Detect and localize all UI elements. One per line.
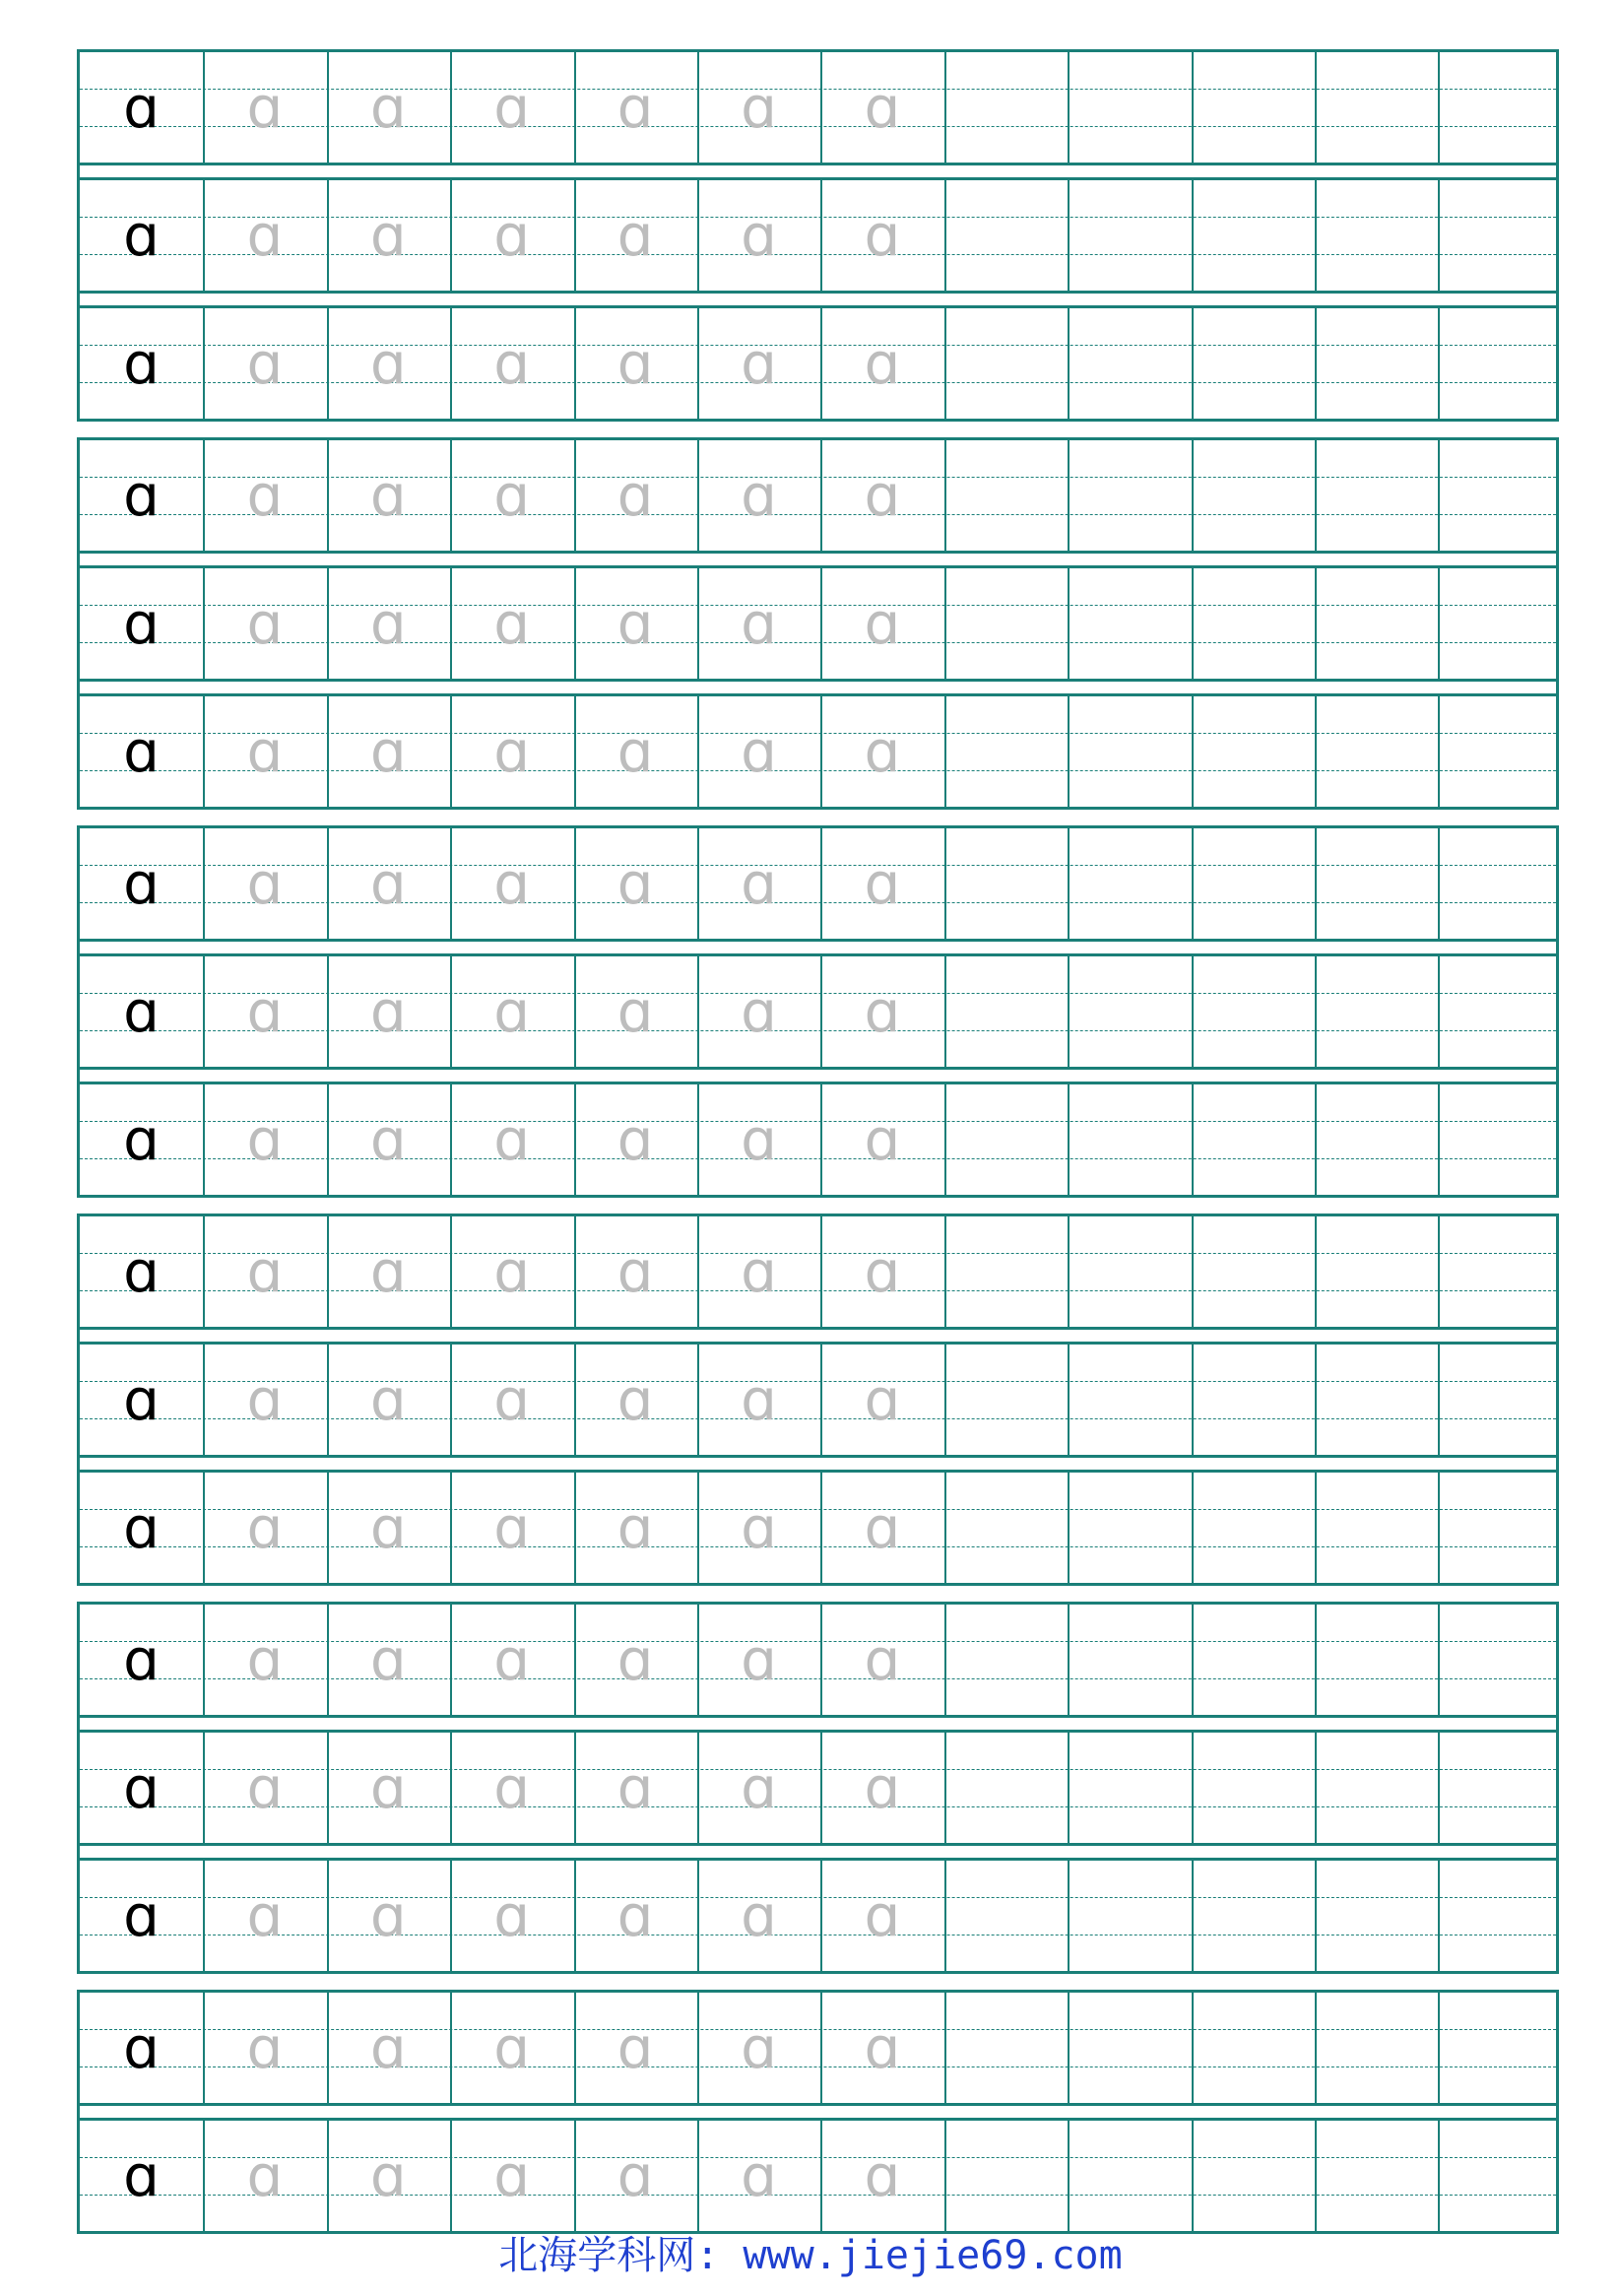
blank-practice-cell[interactable] xyxy=(1438,308,1561,419)
writing-row xyxy=(80,2121,1556,2231)
model-letter: ɑ xyxy=(123,850,160,917)
model-letter: ɑ xyxy=(123,1238,160,1305)
blank-practice-cell[interactable] xyxy=(1315,956,1438,1067)
model-letter: ɑ xyxy=(123,2142,160,2209)
trace-letter: ɑ xyxy=(369,1366,407,1433)
trace-letter: ɑ xyxy=(493,1626,531,1693)
blank-practice-cell[interactable] xyxy=(1068,1216,1191,1327)
trace-letter: ɑ xyxy=(864,1626,901,1693)
trace-letter: ɑ xyxy=(864,1366,901,1433)
blank-practice-cell[interactable] xyxy=(1438,956,1561,1067)
trace-letter: ɑ xyxy=(246,202,284,269)
blank-practice-cell[interactable] xyxy=(944,1345,1068,1455)
blank-practice-cell[interactable] xyxy=(1192,2121,1315,2231)
trace-letter: ɑ xyxy=(493,1754,531,1821)
trace-letter: ɑ xyxy=(369,978,407,1045)
blank-practice-cell[interactable] xyxy=(1192,956,1315,1067)
trace-letter: ɑ xyxy=(493,590,531,657)
trace-letter: ɑ xyxy=(741,978,777,1045)
blank-practice-cell[interactable] xyxy=(1068,1993,1191,2103)
trace-letter: ɑ xyxy=(864,978,901,1045)
model-letter: ɑ xyxy=(123,202,160,269)
blank-practice-cell[interactable] xyxy=(1438,1993,1561,2103)
blank-practice-cell[interactable] xyxy=(1315,1216,1438,1327)
row-separator xyxy=(80,163,1556,180)
writing-row xyxy=(80,308,1556,419)
trace-letter: ɑ xyxy=(616,462,654,529)
trace-letter: ɑ xyxy=(369,202,407,269)
trace-letter: ɑ xyxy=(741,1238,777,1305)
blank-practice-cell[interactable] xyxy=(1438,180,1561,291)
model-letter: ɑ xyxy=(123,462,160,529)
blank-practice-cell[interactable] xyxy=(1315,52,1438,163)
trace-letter: ɑ xyxy=(369,74,407,141)
trace-letter: ɑ xyxy=(741,1106,777,1173)
row-group xyxy=(77,825,1559,1198)
trace-letter: ɑ xyxy=(741,2142,777,2209)
trace-letter: ɑ xyxy=(864,74,901,141)
writing-row xyxy=(80,1605,1556,1715)
trace-letter: ɑ xyxy=(864,462,901,529)
blank-practice-cell[interactable] xyxy=(944,1733,1068,1843)
trace-letter: ɑ xyxy=(741,590,777,657)
row-separator xyxy=(80,2103,1556,2121)
row-separator xyxy=(80,291,1556,308)
trace-letter: ɑ xyxy=(616,850,654,917)
blank-practice-cell[interactable] xyxy=(1192,1993,1315,2103)
trace-letter: ɑ xyxy=(369,850,407,917)
trace-letter: ɑ xyxy=(369,1754,407,1821)
writing-row xyxy=(80,696,1556,807)
trace-letter: ɑ xyxy=(741,1882,777,1949)
blank-practice-cell[interactable] xyxy=(1438,568,1561,679)
trace-letter: ɑ xyxy=(864,1238,901,1305)
trace-letter: ɑ xyxy=(493,462,531,529)
blank-practice-cell[interactable] xyxy=(1315,1345,1438,1455)
trace-letter: ɑ xyxy=(741,2014,777,2081)
blank-practice-cell[interactable] xyxy=(1315,1733,1438,1843)
blank-practice-cell[interactable] xyxy=(1192,828,1315,939)
trace-letter: ɑ xyxy=(493,1106,531,1173)
trace-letter: ɑ xyxy=(616,590,654,657)
trace-letter: ɑ xyxy=(616,1754,654,1821)
trace-letter: ɑ xyxy=(246,590,284,657)
trace-letter: ɑ xyxy=(741,202,777,269)
trace-letter: ɑ xyxy=(246,74,284,141)
blank-practice-cell[interactable] xyxy=(1068,2121,1191,2231)
trace-letter: ɑ xyxy=(493,1238,531,1305)
blank-practice-cell[interactable] xyxy=(1192,568,1315,679)
trace-letter: ɑ xyxy=(369,2014,407,2081)
trace-letter: ɑ xyxy=(616,2142,654,2209)
model-letter: ɑ xyxy=(123,718,160,785)
blank-practice-cell[interactable] xyxy=(1068,1733,1191,1843)
blank-practice-cell[interactable] xyxy=(944,180,1068,291)
row-separator xyxy=(80,1455,1556,1473)
row-separator xyxy=(80,1327,1556,1345)
trace-letter: ɑ xyxy=(616,1494,654,1561)
blank-practice-cell[interactable] xyxy=(1068,696,1191,807)
trace-letter: ɑ xyxy=(616,2014,654,2081)
trace-letter: ɑ xyxy=(864,718,901,785)
trace-letter: ɑ xyxy=(741,1494,777,1561)
row-group xyxy=(77,437,1559,810)
blank-practice-cell[interactable] xyxy=(1192,1084,1315,1195)
blank-practice-cell[interactable] xyxy=(1315,440,1438,551)
writing-row xyxy=(80,956,1556,1067)
blank-practice-cell[interactable] xyxy=(944,1216,1068,1327)
row-separator xyxy=(80,939,1556,956)
trace-letter: ɑ xyxy=(493,1494,531,1561)
row-group xyxy=(77,1214,1559,1586)
trace-letter: ɑ xyxy=(246,2142,284,2209)
blank-practice-cell[interactable] xyxy=(1068,52,1191,163)
blank-practice-cell[interactable] xyxy=(1192,696,1315,807)
trace-letter: ɑ xyxy=(369,1494,407,1561)
trace-letter: ɑ xyxy=(864,1494,901,1561)
trace-letter: ɑ xyxy=(741,1366,777,1433)
blank-practice-cell[interactable] xyxy=(1315,1993,1438,2103)
blank-practice-cell[interactable] xyxy=(1438,2121,1561,2231)
blank-practice-cell[interactable] xyxy=(1315,180,1438,291)
blank-practice-cell[interactable] xyxy=(1438,1216,1561,1327)
trace-letter: ɑ xyxy=(246,462,284,529)
trace-letter: ɑ xyxy=(741,718,777,785)
blank-practice-cell[interactable] xyxy=(1068,568,1191,679)
blank-practice-cell[interactable] xyxy=(1192,1216,1315,1327)
trace-letter: ɑ xyxy=(741,1754,777,1821)
writing-row xyxy=(80,1993,1556,2103)
model-letter: ɑ xyxy=(123,1882,160,1949)
blank-practice-cell[interactable] xyxy=(1192,1605,1315,1715)
writing-row xyxy=(80,1861,1556,1971)
blank-practice-cell[interactable] xyxy=(1068,956,1191,1067)
blank-practice-cell[interactable] xyxy=(1068,1605,1191,1715)
blank-practice-cell[interactable] xyxy=(1438,1473,1561,1583)
blank-practice-cell[interactable] xyxy=(1192,1345,1315,1455)
trace-letter: ɑ xyxy=(864,202,901,269)
blank-practice-cell[interactable] xyxy=(944,1993,1068,2103)
trace-letter: ɑ xyxy=(864,330,901,397)
blank-practice-cell[interactable] xyxy=(1068,1861,1191,1971)
blank-practice-cell[interactable] xyxy=(1068,440,1191,551)
trace-letter: ɑ xyxy=(246,1754,284,1821)
trace-letter: ɑ xyxy=(616,1366,654,1433)
trace-letter: ɑ xyxy=(246,978,284,1045)
blank-practice-cell[interactable] xyxy=(1192,1733,1315,1843)
blank-practice-cell[interactable] xyxy=(1315,308,1438,419)
trace-letter: ɑ xyxy=(616,978,654,1045)
blank-practice-cell[interactable] xyxy=(1315,1605,1438,1715)
blank-practice-cell[interactable] xyxy=(1068,1473,1191,1583)
trace-letter: ɑ xyxy=(741,462,777,529)
trace-letter: ɑ xyxy=(493,978,531,1045)
trace-letter: ɑ xyxy=(616,202,654,269)
trace-letter: ɑ xyxy=(246,850,284,917)
blank-practice-cell[interactable] xyxy=(1192,440,1315,551)
blank-practice-cell[interactable] xyxy=(1192,1861,1315,1971)
trace-letter: ɑ xyxy=(246,1106,284,1173)
model-letter: ɑ xyxy=(123,590,160,657)
trace-letter: ɑ xyxy=(246,330,284,397)
blank-practice-cell[interactable] xyxy=(1438,1861,1561,1971)
trace-letter: ɑ xyxy=(246,718,284,785)
trace-letter: ɑ xyxy=(493,718,531,785)
blank-practice-cell[interactable] xyxy=(1315,696,1438,807)
blank-practice-cell[interactable] xyxy=(944,308,1068,419)
blank-practice-cell[interactable] xyxy=(1438,1084,1561,1195)
model-letter: ɑ xyxy=(123,1106,160,1173)
blank-practice-cell[interactable] xyxy=(1438,696,1561,807)
trace-letter: ɑ xyxy=(369,1626,407,1693)
trace-letter: ɑ xyxy=(246,1882,284,1949)
blank-practice-cell[interactable] xyxy=(1068,308,1191,419)
trace-letter: ɑ xyxy=(246,1366,284,1433)
trace-letter: ɑ xyxy=(864,2142,901,2209)
trace-letter: ɑ xyxy=(616,330,654,397)
trace-letter: ɑ xyxy=(864,850,901,917)
model-letter: ɑ xyxy=(123,978,160,1045)
blank-practice-cell[interactable] xyxy=(1068,828,1191,939)
blank-practice-cell[interactable] xyxy=(1315,568,1438,679)
trace-letter: ɑ xyxy=(493,850,531,917)
blank-practice-cell[interactable] xyxy=(944,1084,1068,1195)
blank-practice-cell[interactable] xyxy=(1438,440,1561,551)
writing-row xyxy=(80,1345,1556,1455)
trace-letter: ɑ xyxy=(616,718,654,785)
trace-letter: ɑ xyxy=(493,1366,531,1433)
trace-letter: ɑ xyxy=(616,1882,654,1949)
trace-letter: ɑ xyxy=(246,1238,284,1305)
blank-practice-cell[interactable] xyxy=(1315,1473,1438,1583)
blank-practice-cell[interactable] xyxy=(944,696,1068,807)
writing-row xyxy=(80,440,1556,551)
trace-letter: ɑ xyxy=(369,1238,407,1305)
blank-practice-cell[interactable] xyxy=(944,1861,1068,1971)
blank-practice-cell[interactable] xyxy=(1315,1084,1438,1195)
blank-practice-cell[interactable] xyxy=(1315,828,1438,939)
blank-practice-cell[interactable] xyxy=(944,568,1068,679)
blank-practice-cell[interactable] xyxy=(1438,1345,1561,1455)
blank-practice-cell[interactable] xyxy=(1192,52,1315,163)
blank-practice-cell[interactable] xyxy=(1438,52,1561,163)
blank-practice-cell[interactable] xyxy=(1068,1345,1191,1455)
trace-letter: ɑ xyxy=(864,1754,901,1821)
blank-practice-cell[interactable] xyxy=(1192,180,1315,291)
blank-practice-cell[interactable] xyxy=(944,2121,1068,2231)
trace-letter: ɑ xyxy=(616,1238,654,1305)
footer-watermark: 北海学科网: www.jiejie69.com xyxy=(498,2233,1123,2278)
blank-practice-cell[interactable] xyxy=(944,52,1068,163)
blank-practice-cell[interactable] xyxy=(1438,828,1561,939)
writing-row xyxy=(80,1733,1556,1843)
trace-letter: ɑ xyxy=(246,1494,284,1561)
trace-letter: ɑ xyxy=(741,850,777,917)
model-letter: ɑ xyxy=(123,1366,160,1433)
writing-row xyxy=(80,52,1556,163)
trace-letter: ɑ xyxy=(864,590,901,657)
blank-practice-cell[interactable] xyxy=(1192,1473,1315,1583)
trace-letter: ɑ xyxy=(369,2142,407,2209)
trace-letter: ɑ xyxy=(864,1882,901,1949)
blank-practice-cell[interactable] xyxy=(1438,1733,1561,1843)
row-separator xyxy=(80,1067,1556,1084)
trace-letter: ɑ xyxy=(616,1626,654,1693)
model-letter: ɑ xyxy=(123,1754,160,1821)
row-separator xyxy=(80,551,1556,568)
model-letter: ɑ xyxy=(123,1626,160,1693)
trace-letter: ɑ xyxy=(864,2014,901,2081)
trace-letter: ɑ xyxy=(369,1106,407,1173)
trace-letter: ɑ xyxy=(493,202,531,269)
trace-letter: ɑ xyxy=(493,1882,531,1949)
blank-practice-cell[interactable] xyxy=(1315,1861,1438,1971)
trace-letter: ɑ xyxy=(493,330,531,397)
model-letter: ɑ xyxy=(123,1494,160,1561)
writing-row xyxy=(80,828,1556,939)
trace-letter: ɑ xyxy=(246,2014,284,2081)
model-letter: ɑ xyxy=(123,2014,160,2081)
row-separator xyxy=(80,679,1556,696)
trace-letter: ɑ xyxy=(493,2142,531,2209)
blank-practice-cell[interactable] xyxy=(1438,1605,1561,1715)
blank-practice-cell[interactable] xyxy=(944,828,1068,939)
writing-row xyxy=(80,1084,1556,1195)
trace-letter: ɑ xyxy=(493,74,531,141)
trace-letter: ɑ xyxy=(369,718,407,785)
model-letter: ɑ xyxy=(123,74,160,141)
writing-row xyxy=(80,568,1556,679)
row-separator xyxy=(80,1843,1556,1861)
trace-letter: ɑ xyxy=(741,74,777,141)
row-separator xyxy=(80,1715,1556,1733)
trace-letter: ɑ xyxy=(616,1106,654,1173)
blank-practice-cell[interactable] xyxy=(944,1605,1068,1715)
trace-letter: ɑ xyxy=(369,590,407,657)
trace-letter: ɑ xyxy=(741,1626,777,1693)
blank-practice-cell[interactable] xyxy=(1068,180,1191,291)
trace-letter: ɑ xyxy=(493,2014,531,2081)
row-group xyxy=(77,49,1559,422)
blank-practice-cell[interactable] xyxy=(1068,1084,1191,1195)
writing-row xyxy=(80,1216,1556,1327)
blank-practice-cell[interactable] xyxy=(1192,308,1315,419)
blank-practice-cell[interactable] xyxy=(1315,2121,1438,2231)
trace-letter: ɑ xyxy=(369,462,407,529)
trace-letter: ɑ xyxy=(369,330,407,397)
trace-letter: ɑ xyxy=(741,330,777,397)
blank-practice-cell[interactable] xyxy=(944,440,1068,551)
trace-letter: ɑ xyxy=(616,74,654,141)
trace-letter: ɑ xyxy=(864,1106,901,1173)
blank-practice-cell[interactable] xyxy=(944,1473,1068,1583)
row-group xyxy=(77,1602,1559,1974)
blank-practice-cell[interactable] xyxy=(944,956,1068,1067)
trace-letter: ɑ xyxy=(246,1626,284,1693)
writing-row xyxy=(80,1473,1556,1583)
writing-row xyxy=(80,180,1556,291)
trace-letter: ɑ xyxy=(369,1882,407,1949)
model-letter: ɑ xyxy=(123,330,160,397)
row-group xyxy=(77,1990,1559,2234)
